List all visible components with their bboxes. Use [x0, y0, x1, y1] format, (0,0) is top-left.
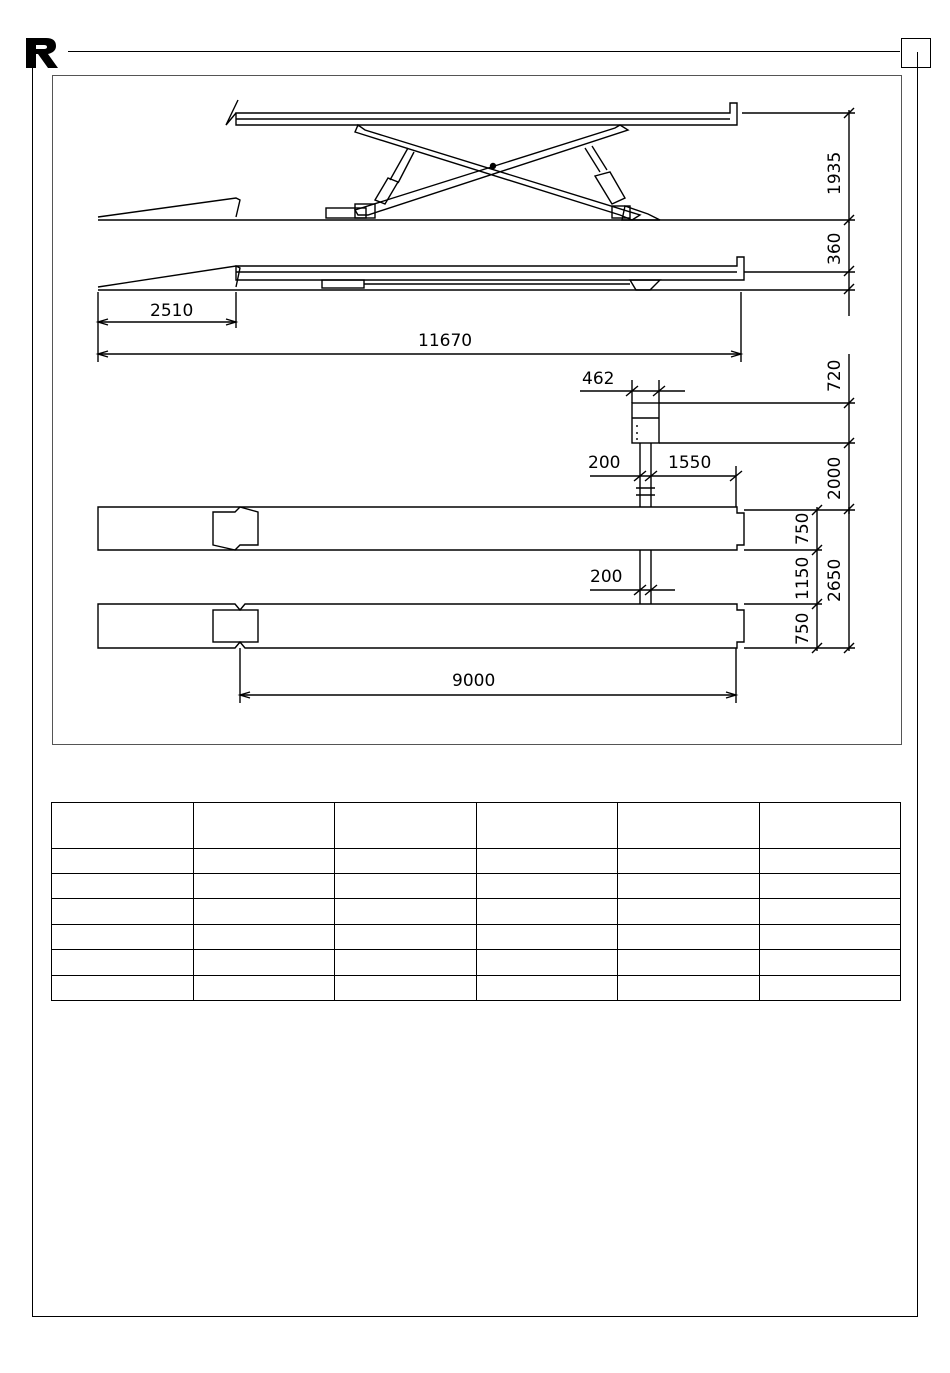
dim-platform-length: 9000 [452, 671, 496, 691]
table-cell [335, 899, 477, 924]
spec-table [51, 802, 901, 1001]
table-cell [618, 874, 760, 899]
table-row [52, 874, 901, 899]
table-cell [52, 899, 194, 924]
table-cell [52, 924, 194, 949]
table-cell [52, 975, 194, 1000]
table-cell [335, 950, 477, 975]
table-cell [335, 848, 477, 873]
table-cell [618, 848, 760, 873]
dim-overall-length: 11670 [418, 331, 473, 351]
table-cell [193, 803, 335, 849]
table-cell [335, 924, 477, 949]
table-cell [193, 924, 335, 949]
control-console [580, 354, 855, 514]
table-cell [476, 803, 618, 849]
table-row [52, 899, 901, 924]
table-cell [335, 975, 477, 1000]
dim-duct-width-top: 200 [588, 453, 621, 473]
table-cell [759, 848, 901, 873]
dim-height-lowered: 360 [825, 232, 845, 265]
table-cell [759, 899, 901, 924]
dim-ramp-length: 2510 [150, 301, 194, 321]
dim-platform-width-top: 750 [793, 512, 813, 545]
table-cell [759, 924, 901, 949]
dim-gap-between-platforms: 1150 [793, 556, 813, 600]
table-cell [476, 899, 618, 924]
table-cell [335, 874, 477, 899]
table-row [52, 924, 901, 949]
dim-duct-to-platform: 1550 [668, 453, 712, 473]
dim-duct-width-bottom: 200 [590, 567, 623, 587]
table-cell [476, 924, 618, 949]
table-row [52, 848, 901, 873]
table-cell [618, 975, 760, 1000]
table-cell [618, 924, 760, 949]
table-cell [618, 899, 760, 924]
table-row [52, 950, 901, 975]
dim-platform-width-bottom: 750 [793, 612, 813, 645]
table-cell [618, 950, 760, 975]
dim-console-width: 462 [582, 369, 615, 389]
table-cell [52, 874, 194, 899]
table-cell [193, 975, 335, 1000]
side-view-raised [98, 100, 855, 225]
table-cell [476, 848, 618, 873]
table-cell [476, 874, 618, 899]
side-view-lowered [98, 222, 855, 362]
table-cell [52, 803, 194, 849]
table-row [52, 975, 901, 1000]
table-cell [52, 950, 194, 975]
table-cell [759, 803, 901, 849]
table-cell [759, 874, 901, 899]
table-cell [476, 975, 618, 1000]
dim-console-depth: 720 [825, 359, 845, 392]
table-cell [52, 848, 194, 873]
table-cell [759, 975, 901, 1000]
table-cell [193, 848, 335, 873]
dim-console-distance: 2000 [825, 456, 845, 500]
table-cell [193, 899, 335, 924]
table-cell [193, 950, 335, 975]
dim-height-raised: 1935 [825, 151, 845, 195]
table-cell [476, 950, 618, 975]
table-cell [618, 803, 760, 849]
table-cell [759, 950, 901, 975]
table-cell [335, 803, 477, 849]
table-header-row [52, 803, 901, 849]
table-cell [193, 874, 335, 899]
dim-overall-width: 2650 [825, 558, 845, 602]
